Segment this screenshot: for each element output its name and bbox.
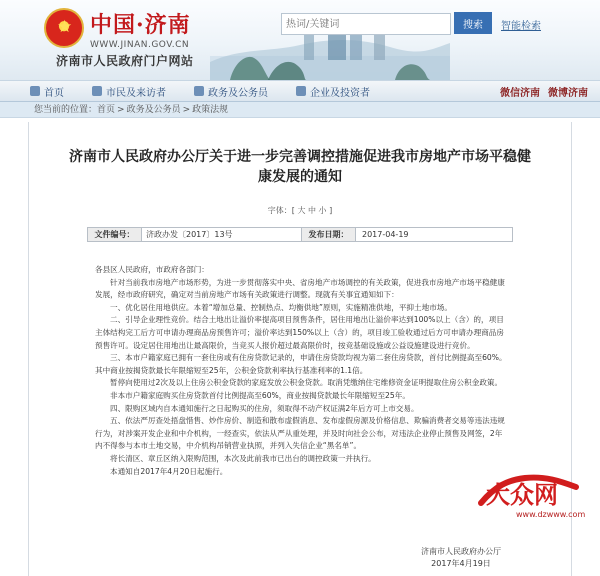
paragraph: 三、本市户籍家庭已拥有一套住房或有住房贷款记录的，申请住房贷款均视为第二套住房贷款，首付比例提高至60%。其中商业按揭贷款最长年限缩短至25年，公积金贷款利率执行基准利率的1.1倍。 [95,353,507,375]
signature-block [421,546,501,570]
site-domain: WWW.JINAN.GOV.CN [90,40,190,50]
search-input[interactable] [281,13,451,35]
salutation: 各县区人民政府，市政府各部门： [95,265,209,274]
city-skyline-art [210,0,450,80]
nav-home[interactable] [30,84,64,99]
dazhong-watermark [474,469,586,515]
watermark-url: www.dzwww.com [516,510,586,519]
main-nav [0,80,600,102]
issuing-office: 济南市人民政府办公厅 [421,547,501,556]
nav-government-label: 政务及公务员 [208,87,268,99]
search-button[interactable]: 搜索 [454,12,492,34]
paragraph: 本通知自2017年4月20日起施行。 [110,466,228,476]
publish-date: 2017-04-19 [362,230,409,239]
paragraph: 五、依法严厉查处捂盘惜售、炒作房价、制造和散布虚假消息、发布虚假房源及价格信息、欺骗消费者交易等违法违规行为，对涉案开发企业和中介机构，一经查实，依法从严从重处理，并及时向社会公布，对违法企业停止预售及网签，2年内不得参与本市土地交易，中介机构吊销营业执照，并列入失信企业“黑名单”。 [95,416,505,451]
breadcrumb-policy[interactable]: 政策法规 [192,105,229,115]
paragraph: 非本市户籍家庭购买住房贷款首付比例提高至60%，商业按揭贷款最长年限缩短至25年。 [110,390,410,400]
doc-no-label: 文件编号： [88,228,142,241]
paragraph: 将长清区、章丘区纳入限购范围，本次及此前我市已出台的调控政策一并执行。 [110,453,376,463]
people-icon [92,86,102,96]
breadcrumb: 您当前的位置：首页 > 政务及公务员 > 政策法规 [0,102,600,118]
social-links [492,84,588,99]
breadcrumb-government[interactable]: 政务及公务员 [126,105,181,115]
watermark-brand: 大众网 [486,481,558,509]
weibo-link[interactable]: 微博济南 [548,88,588,99]
briefcase-icon [296,86,306,96]
nav-home-label: 首页 [44,87,64,99]
nav-government[interactable] [194,84,268,99]
article-body [95,264,509,478]
wechat-link[interactable]: 微信济南 [500,88,540,99]
paragraph: 四、限购区域内自本通知施行之日起购买的住房，须取得不动产权证满2年后方可上市交易。 [110,403,419,413]
paragraph: 一、优化居住用地供应。本着“增加总量、控制热点、均衡供地”原则，实施精准供地，平抑土地市场。 [110,302,452,312]
font-size-controls[interactable]: 字体：[ 大 中 小 ] [267,206,333,215]
advanced-search-link[interactable]: 智能检索 [501,21,541,32]
paragraph: 暂停向使用过2次及以上住房公积金贷款的家庭发放公积金贷款。取消凭缴纳住宅维修资金证明提取住房公积金政策。 [110,378,503,388]
paragraph: 二、引导企业理性竞价。结合土地出让溢价率提高项目预售条件，居住用地出让溢价率达到100%以上（含）的，项目主体结构完工后方可申请办理商品房预售许可；溢价率达到150%以上（含）的，项目竣工验收通过后方可申请办理商品房预售许可。设定居住用地出让最高限价，当竞买人报价超过最高限价时，按竞基础设施或公益设施建设进行竞价。 [95,315,504,350]
breadcrumb-prefix: 您当前的位置： [34,105,98,115]
document-meta [87,227,513,242]
building-icon [194,86,204,96]
site-logo[interactable] [44,8,191,50]
issue-date: 2017年4月19日 [431,559,491,568]
doc-no: 济政办发〔2017〕13号 [142,228,302,241]
national-emblem-icon [44,8,84,48]
article-title: 济南市人民政府办公厅关于进一步完善调控措施促进我市房地产市场平稳健康发展的通知 [69,149,531,185]
paragraph: 针对当前我市房地产市场形势，为进一步贯彻落实中央、省房地产市场调控的有关政策，促进我市房地产市场平稳健康发展，经市政府研究，确定对当前房地产市场有关政策进行调整。现就有关事宜通知如下： [95,277,505,300]
nav-citizens-label: 市民及来访者 [106,87,166,99]
site-name: 中国·济南 [90,12,191,38]
breadcrumb-home[interactable]: 首页 [97,105,116,115]
site-header [0,0,600,80]
home-icon [30,86,40,96]
publish-date-label: 发布日期： [302,228,356,241]
nav-business-label: 企业及投资者 [310,87,370,99]
nav-citizens[interactable] [92,84,166,99]
nav-business[interactable] [296,84,370,99]
site-subtitle: 济南市人民政府门户网站 [56,54,194,68]
